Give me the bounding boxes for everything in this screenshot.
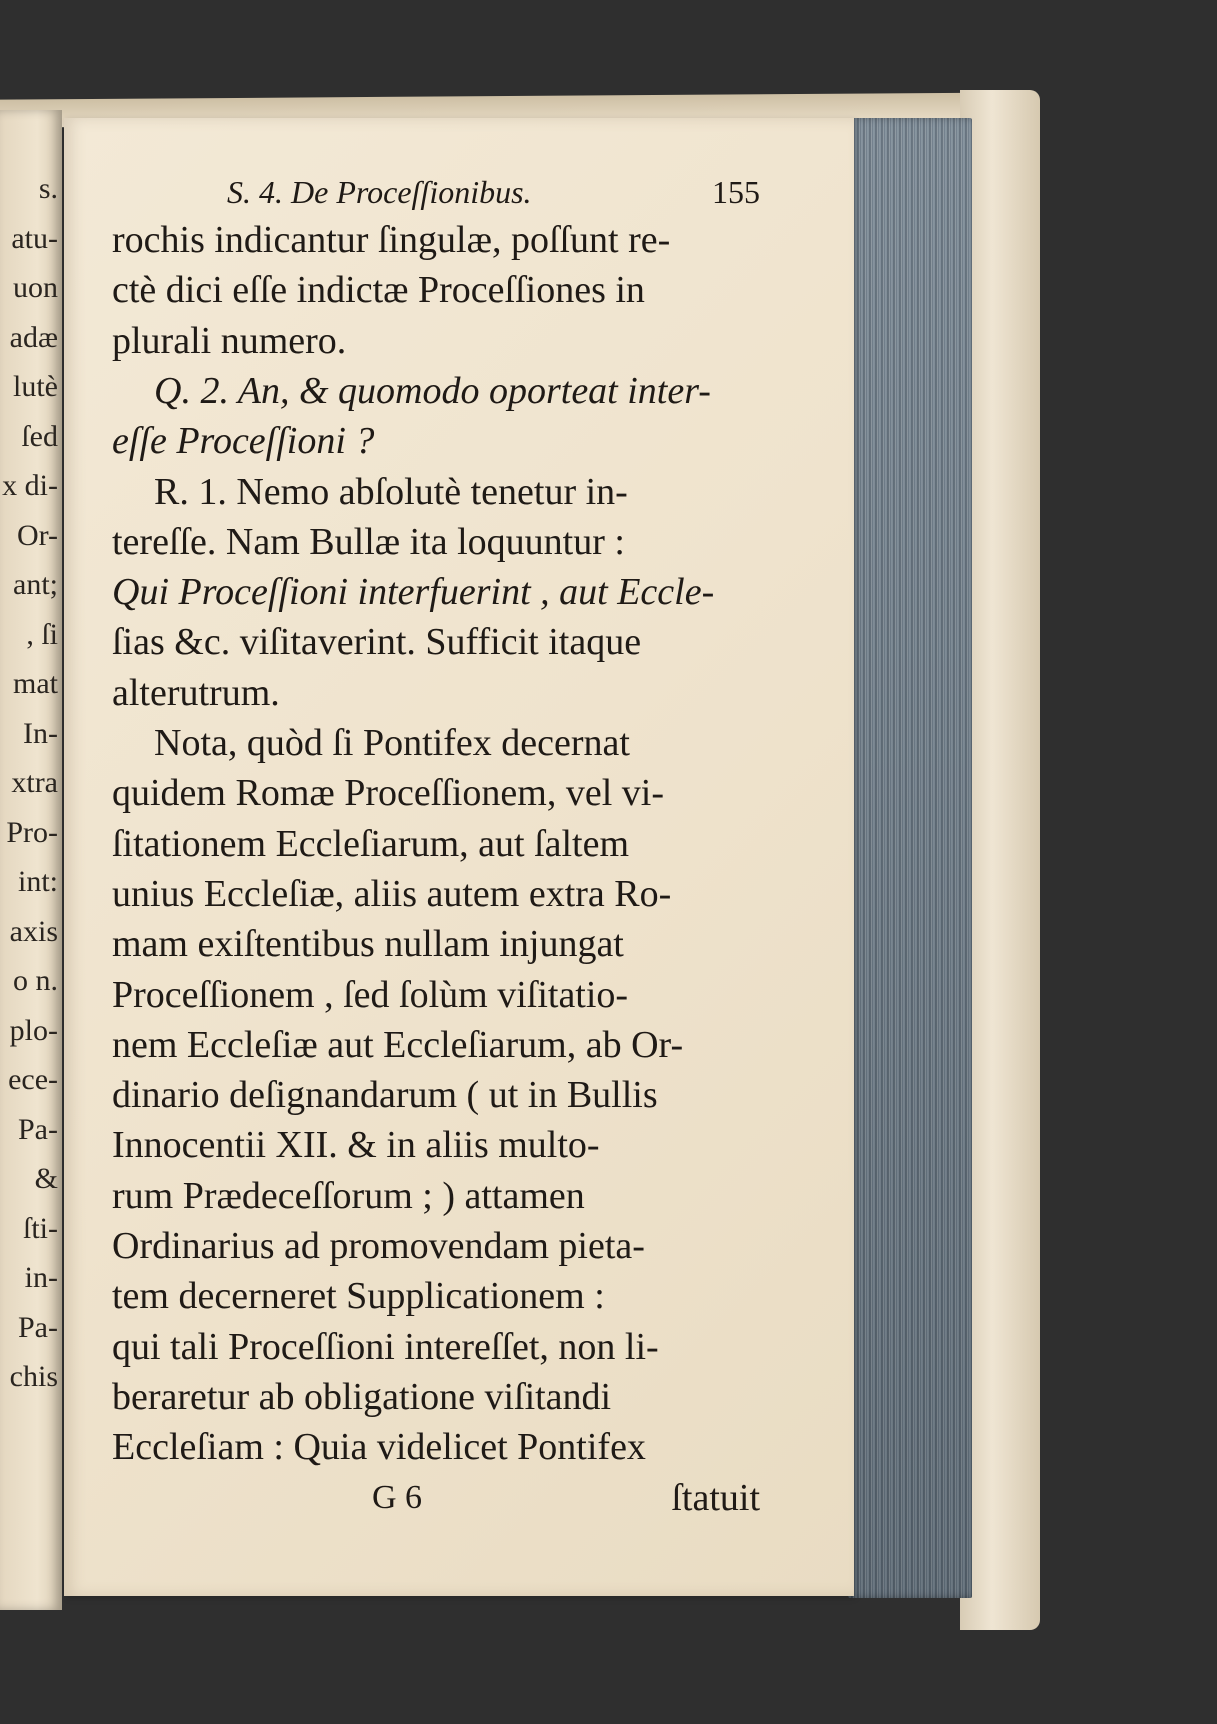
left-page-fragment: plo- [9,1013,58,1047]
text-line: alterutrum. [112,671,280,714]
left-page-fragment: x di- [2,469,58,502]
text-line: tem decerneret Supplicationem : [112,1275,605,1318]
text-line: Innocentii XII. & in aliis multo- [112,1124,600,1167]
left-page-fragment: & [34,1162,58,1195]
left-page-fragment: axis [9,914,58,948]
left-page-fragment: in- [24,1261,58,1294]
catchword: ſtatuit [671,1476,760,1519]
text-line: ctè dici eſſe indictæ Proceſſiones in [112,269,645,312]
left-page-fragment: ſti- [23,1211,58,1245]
text-line: R. 1. Nemo abſolutè tenetur in- [154,470,628,513]
text-line: rum Prædeceſſorum ; ) attamen [112,1174,585,1217]
left-page-fragment: int: [17,865,58,898]
text-line: Proceſſionem , ſed ſolùm viſitatio- [112,973,629,1016]
left-page-fragment: atu- [11,221,58,255]
signature-mark: G 6 [372,1478,423,1516]
page-block-edge [848,118,972,1598]
text-line: unius Eccleſiæ, aliis autem extra Ro- [112,872,672,915]
text-line: tereſſe. Nam Bullæ ita loquuntur : [112,520,625,563]
left-page-fragment: Pro- [6,815,58,849]
left-page-fragment: Pa- [18,1112,58,1146]
left-page-fragment: xtra [11,766,58,799]
book-cover-edge [960,90,1040,1630]
left-page-fragment: o n. [13,964,58,997]
header-title: S. 4. De Proceſſionibus. [227,174,532,210]
text-line: beraretur ab obligatione viſitandi [112,1375,612,1418]
page-footer [112,1474,760,1522]
text-line: Nota, quòd ſi Pontifex decernat [154,722,630,764]
text-line: Ordinarius ad promovendam pieta- [112,1225,645,1267]
text-line: Eccleſiam : Quia videlicet Pontifex [112,1426,646,1469]
text-line: eſſe Proceſſioni ? [112,420,375,463]
running-header [112,168,760,216]
left-page-fragment: s. [38,172,58,205]
text-line: plurali numero. [112,319,347,362]
left-page-fragment: In- [23,716,58,750]
text-line: Q. 2. An, & quomodo oporteat inter- [154,369,711,412]
text-line: rochis indicantur ſingulæ, poſſunt re- [112,219,671,261]
text-line: qui tali Proceſſioni intereſſet, non li- [112,1325,659,1368]
left-page-fragment: Or- [16,518,58,552]
left-page-fragment: ant; [13,568,58,601]
left-page-fragment: Pa- [18,1310,58,1344]
text-line: quidem Romæ Proceſſionem, vel vi- [112,772,664,815]
text-line: dinario deſignandarum ( ut in Bullis [112,1074,658,1117]
left-page-fragment: ſed [21,419,58,453]
left-page-fragment: lutè [13,370,58,403]
left-page-fragment: chis [9,1360,58,1393]
left-page-fragment: mat [13,667,58,700]
text-line: Qui Proceſſioni interfuerint , aut Eccle- [112,571,715,614]
left-page-fragment: adæ [9,320,58,354]
text-line: nem Eccleſiæ aut Eccleſiarum, ab Or- [112,1023,684,1066]
text-line: ſitationem Eccleſiarum, aut ſaltem [112,822,630,865]
left-page-fragment: , ſi [26,617,58,651]
text-line: ſias &c. viſitaverint. Sufficit itaque [112,621,642,664]
left-page [0,110,62,1610]
left-page-fragment: ece- [8,1063,58,1096]
text-line: mam exiſtentibus nullam injungat [112,923,624,966]
left-page-fragment: uon [13,271,58,304]
page-number: 155 [712,174,760,210]
